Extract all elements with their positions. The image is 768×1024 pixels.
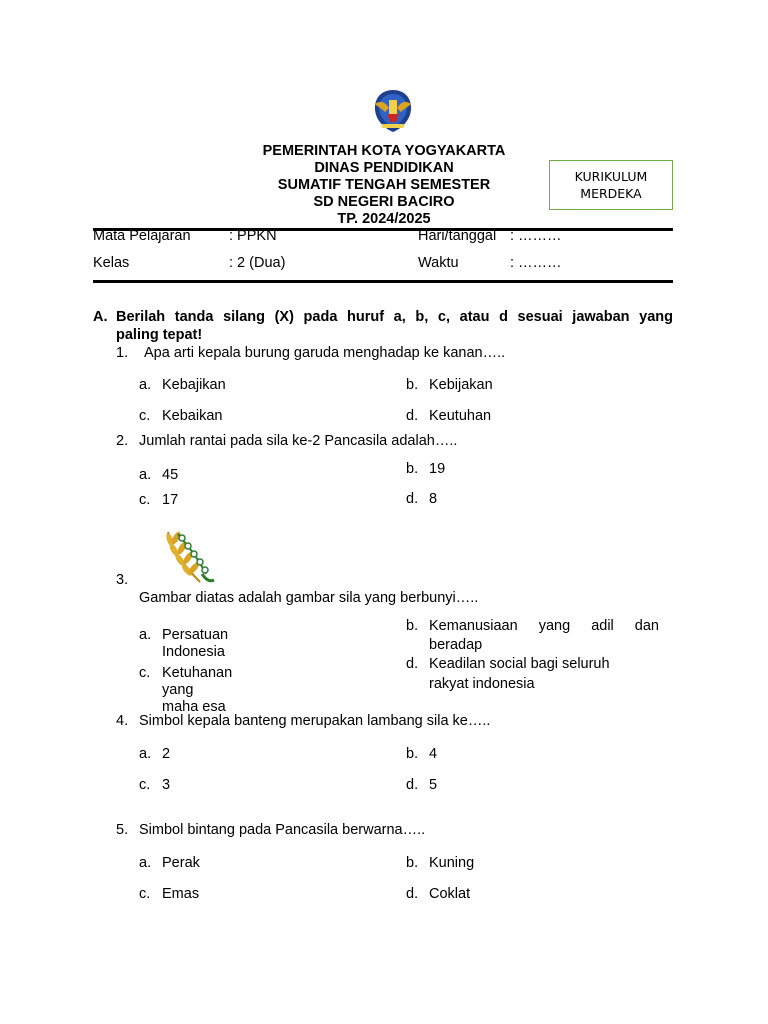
header-line-3: SUMATIF TENGAH SEMESTER: [277, 177, 491, 193]
header-line-1: PEMERINTAH KOTA YOGYAKARTA: [262, 143, 506, 159]
rice-and-cotton-icon: [160, 530, 228, 586]
badge-line-2: MERDEKA: [580, 186, 642, 201]
question-3-option-d[interactable]: d. Keadilan social bagi seluruh rakyat indonesia: [406, 656, 610, 692]
class-value: : 2 (Dua): [229, 255, 286, 271]
question-4-number: 4.: [116, 713, 129, 729]
time-value: : ………: [510, 255, 562, 271]
header-line-5: TP. 2024/2025: [337, 211, 431, 227]
question-1-number: 1.: [116, 345, 129, 361]
question-3-text: Gambar diatas adalah gambar sila yang berbunyi…..: [139, 590, 479, 606]
question-5-number: 5.: [116, 822, 129, 838]
subject-label: Mata Pelajaran: [93, 228, 191, 244]
question-2-number: 2.: [116, 433, 129, 449]
question-1-text: Apa arti kepala burung garuda menghadap ke kanan…..: [144, 345, 506, 361]
question-5-text: Simbol bintang pada Pancasila berwarna…..: [139, 822, 426, 838]
instruction-line-1: Berilah tanda silang (X) pada huruf a, b, c, atau d sesuai jawaban yang: [116, 309, 673, 325]
question-2-text: Jumlah rantai pada sila ke-2 Pancasila adalah…..: [139, 433, 458, 449]
info-rule: [93, 280, 673, 283]
time-label: Waktu: [418, 255, 459, 271]
date-label: Hari/tanggal: [418, 228, 497, 244]
subject-value: : PPKN: [229, 228, 277, 244]
badge-line-1: KURIKULUM: [574, 169, 648, 184]
question-3-number: 3.: [116, 572, 129, 588]
header-line-4: SD NEGERI BACIRO: [313, 194, 455, 210]
instruction-line-2: paling tepat!: [116, 327, 203, 343]
curriculum-badge: [549, 160, 673, 210]
class-label: Kelas: [93, 255, 130, 271]
question-3-option-b[interactable]: b. Kemanusiaan yang adil dan beradap: [406, 618, 659, 653]
date-value: : ………: [510, 228, 562, 244]
city-emblem-icon: [371, 88, 415, 134]
header-line-2: DINAS PENDIDIKAN: [314, 160, 454, 176]
section-instruction: [93, 308, 673, 344]
section-letter: A.: [93, 309, 108, 325]
question-4-text: Simbol kepala banteng merupakan lambang sila ke…..: [139, 713, 491, 729]
